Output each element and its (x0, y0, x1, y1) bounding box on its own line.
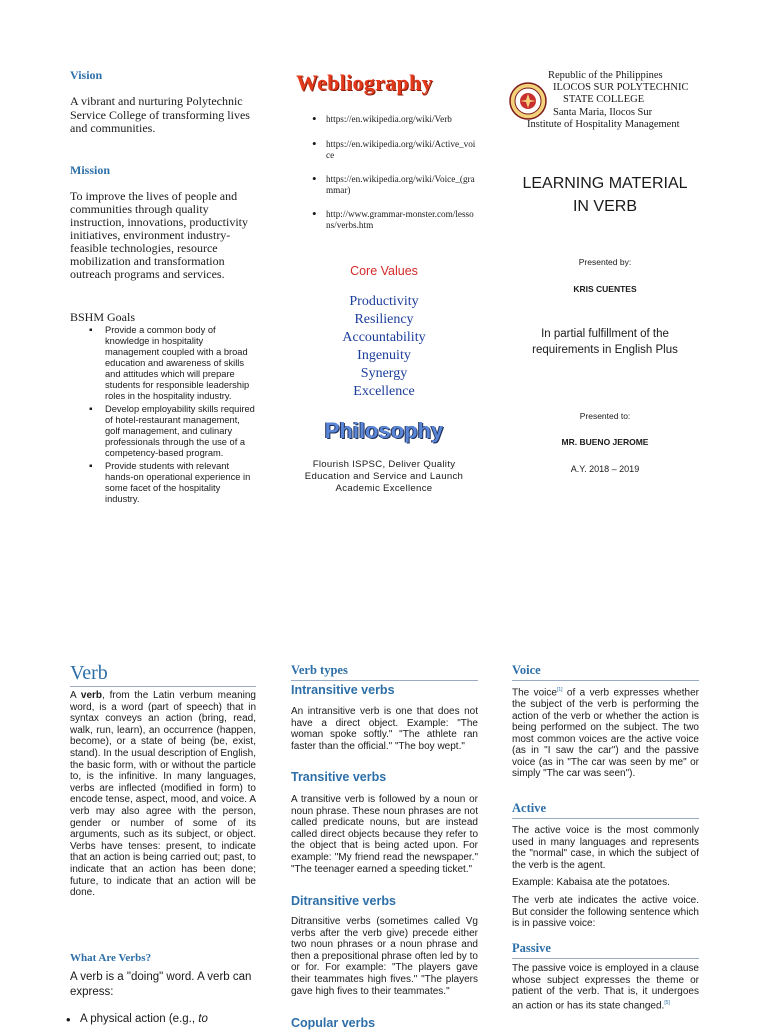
goal-item: ▪ Provide a common body of knowledge in hospitality management coupled with a broad education and awareness of skills and attitudes which will prepare students for responsible leadership roles in the hospitality industry. (105, 325, 255, 402)
link-item[interactable]: • http://www.grammar-monster.com/lessons/verbs.htm (326, 209, 478, 232)
active-divider (512, 818, 699, 819)
webliography-links (326, 114, 478, 232)
college-name-line1: ILOCOS SUR POLYTECHNIC (553, 82, 689, 93)
transitive-text: A transitive verb is followed by a noun or noun phrase. These noun phrases are not called predicate nouns, but are instead called direct objects because they refer to the object that is being acted upon. For example: "My friend read the newspaper." "The teenager earned a speeding ticket." (291, 794, 478, 875)
intransitive-heading: Intransitive verbs (291, 683, 395, 697)
goal-item: ▪ Provide students with relevant hands-on operational experience in some facet of the hospitality industry. (105, 461, 255, 505)
intransitive-text: An intransitive verb is one that does not have a direct object. Example: "The woman spoke softly." "The athlete ran faster than the official." "The boy wept." (291, 706, 478, 752)
active-text-2: The verb ate indicates the active voice. But consider the following sentence which is in passive voice: (512, 895, 699, 930)
verb-paragraph: A verb, from the Latin verbum meaning word, is a word (part of speech) that in syntax conveys an action (bring, read, walk, run, learn), an occurrence (happen, become), or a state of being (be, exist, stand). In the usual description of English, the basic form, with or without the particle to, is the infinitive. In many languages, verbs are inflected (modified in form) to encode tense, aspect, mood, and voice. A verb may also agree with the person, gender or number of some of its arguments, such as its subject, or object. Verbs have tenses: present, to indicate that an action is being carried out; past, to indicate that an action has been done; future, to indicate that an action will be done. (70, 690, 256, 899)
link-item[interactable]: • https://en.wikipedia.org/wiki/Active_voice (326, 139, 478, 162)
core-value: Synergy (360, 366, 408, 381)
goal-item: ▪ Develop employability skills required of hotel-restaurant management, golf management, and culinary professionals through the use of a competency-based program. (105, 404, 255, 459)
active-heading: Active (512, 801, 547, 815)
goals-heading: BSHM Goals (70, 310, 136, 324)
voice-heading: Voice (512, 663, 541, 677)
core-value: Resiliency (354, 312, 414, 327)
verb-express-list (80, 1013, 256, 1025)
what-are-verbs-heading: What Are Verbs? (70, 952, 152, 964)
copular-heading: Copular verbs (291, 1016, 376, 1030)
presented-to-label: Presented to: (579, 411, 631, 421)
passive-text: The passive voice is employed in a clause whose subject expresses the theme or patient of the verb. That is, it undergoes an action or has its state changed.[5] (512, 963, 699, 1012)
mission-text: To improve the lives of people and communities through quality instruction, innovations, productivity initiatives, environment industry-feasible technologies, resource mobilization and transformation outreach programs and services. (70, 189, 248, 281)
core-values-list (296, 293, 472, 401)
goals-list (105, 325, 255, 505)
college-address: Santa Maria, Ilocos Sur (553, 107, 653, 118)
philosophy-text: Flourish ISPSC, Deliver Quality Education and Service and Launch Academic Excellence (304, 459, 464, 494)
verb-types-divider (291, 680, 478, 681)
passive-divider (512, 958, 699, 959)
republic-line: Republic of the Philippines (548, 70, 663, 81)
voice-text: The voice[1] of a verb expresses whether the subject of the verb is performing the action of the verb or whether the action is being performed on the subject. The two most common voices are the active voice (as in "I saw the car") and the passive voice (as in "The car was seen by me" or simply "The car was seen"). (512, 687, 699, 780)
learning-material-title: LEARNING MATERIAL IN VERB (522, 175, 688, 215)
verb-divider (70, 686, 256, 687)
presented-by-label: Presented by: (578, 257, 632, 267)
ditransitive-text: Ditransitive verbs (sometimes called Vg verbs after the verb give) precede either two noun phrases or a noun phrase and then a prepositional phrase often led by to or for. For example: "The players gave their teammates high fives." "The players gave high fives to their teammates." (291, 916, 478, 997)
active-text: The active voice is the most commonly used in many languages and represents the "normal" case, in which the subject of the verb is the agent. (512, 825, 699, 871)
what-are-verbs-text: A verb is a "doing" word. A verb can express: (70, 971, 252, 998)
core-value: Excellence (353, 384, 415, 399)
recipient-name: MR. BUENO JEROME (561, 437, 649, 447)
college-name-line2: STATE COLLEGE (563, 94, 645, 105)
passive-heading: Passive (512, 941, 551, 955)
vision-text: A vibrant and nurturing Polytechnic Service College of transforming lives and communities. (70, 94, 250, 135)
active-example: Example: Kabaisa ate the potatoes. (512, 877, 670, 888)
college-seal-logo (509, 82, 547, 120)
webliography-title: Webliography (296, 70, 433, 95)
mission-heading: Mission (70, 163, 111, 177)
core-values-title: Core Values (350, 264, 418, 278)
voice-divider (512, 680, 699, 681)
list-item: • A physical action (e.g., to (80, 1013, 256, 1025)
vision-heading: Vision (70, 68, 103, 82)
link-item[interactable]: • https://en.wikipedia.org/wiki/Voice_(grammar) (326, 174, 478, 197)
core-value: Accountability (342, 330, 426, 345)
philosophy-title: Philosophy (324, 418, 444, 443)
transitive-heading: Transitive verbs (291, 770, 387, 784)
academic-year: A.Y. 2018 – 2019 (570, 464, 640, 474)
verb-heading: Verb (70, 662, 108, 684)
verb-types-heading: Verb types (291, 663, 348, 677)
core-value: Productivity (349, 294, 419, 309)
presenter-name: KRIS CUENTES (573, 284, 637, 294)
institute-name: Institute of Hospitality Management (527, 119, 680, 130)
core-value: Ingenuity (357, 348, 411, 363)
link-item[interactable]: • https://en.wikipedia.org/wiki/Verb (326, 114, 478, 126)
fulfillment-text: In partial fulfillment of the requirements in English Plus (532, 328, 678, 356)
ditransitive-heading: Ditransitive verbs (291, 894, 396, 908)
